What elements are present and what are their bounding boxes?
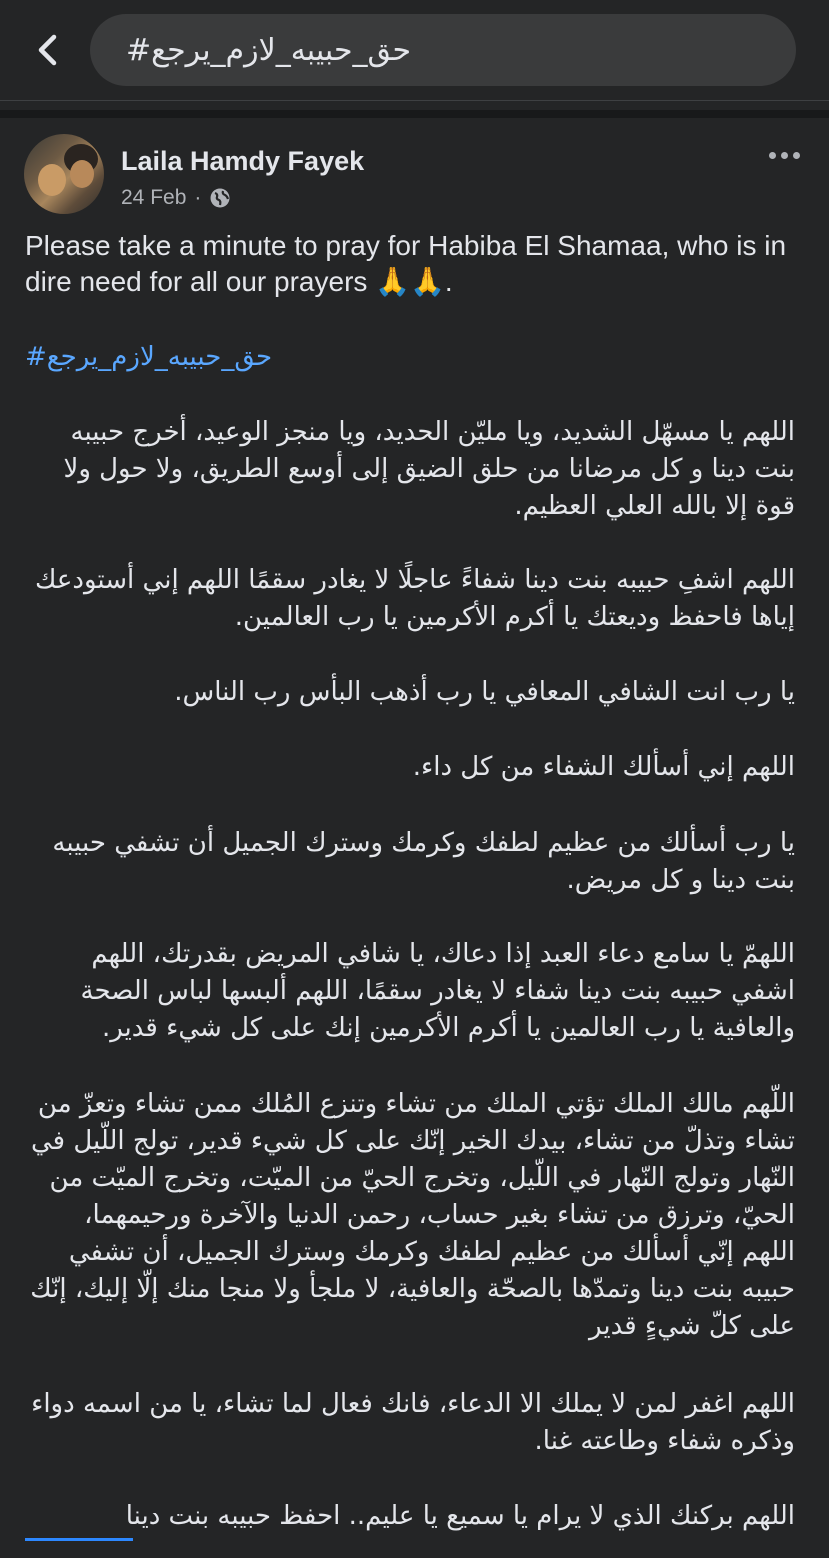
prayer-paragraph-2: اللهم اشفِ حبيبه بنت دينا شفاءً عاجلًا لا يغادر سقمًا اللهم إني أستودعك إياها فاحفظ وديعتك يا أكرم الأكرمين يا رب العالمين. bbox=[34, 565, 795, 632]
english-text: Please take a minute to pray for Habiba El Shamaa, who is in dire need for all our prayers bbox=[25, 230, 787, 297]
avatar[interactable] bbox=[24, 134, 104, 214]
author-name[interactable]: Laila Hamdy Fayek bbox=[121, 146, 365, 176]
meta-separator: · bbox=[194, 186, 202, 209]
prayer-paragraph-1: اللهم يا مسهّل الشديد، ويا مليّن الحديد، ويا منجز الوعيد، أخرج حبيبه بنت دينا و كل مرضانا من حلق الضيق إلى أوسع الطريق، ولا حول ولا قوة إلا بالله العلي العظيم. bbox=[63, 417, 795, 521]
prayer-paragraph-3: يا رب انت الشافي المعافي يا رب أذهب البأس رب الناس. bbox=[174, 677, 795, 707]
back-button[interactable] bbox=[22, 24, 74, 76]
post-card bbox=[0, 118, 829, 1558]
prayer-paragraph-7: اللّهم مالك الملك تؤتي الملك من تشاء وتنزع المُلك ممن تشاء وتعزّ من تشاء وتذلّ من تشاء، بيدك الخير إنّك على كل شيء قدير، تولج اللّيل في النّهار وتولج النّهار في اللّيل، وتخرج الحيّ من الميّت، وتخرج الميّت من الحيّ، وترزق من تشاء بغير حساب، رحمن الدنيا والآخرة ورحيمهما، اللهم إنّي أسألك من عظيم لطفك وكرمك وسترك الجميل، أن تشفي حبيبه بنت دينا وتمدّها بالصحّة والعافية، لا ملجأ ولا منجا منك إلّا إليك، إنّك على كلّ شيءٍ قدير bbox=[30, 1089, 795, 1341]
hashtag-link[interactable]: #حق_حبيبه_لازم_يرجع bbox=[25, 342, 273, 372]
dot-icon bbox=[781, 152, 788, 159]
post-english-text bbox=[25, 228, 795, 300]
more-options-button[interactable] bbox=[764, 140, 804, 170]
prayer-paragraph-8: اللهم اغفر لمن لا يملك الا الدعاء، فانك فعال لما تشاء، يا من اسمه دواء وذكره شفاء وطاعته غنا. bbox=[31, 1389, 795, 1456]
prayer-paragraph-5: يا رب أسألك من عظيم لطفك وكرمك وسترك الجميل أن تشفي حبيبه بنت دينا و كل مريض. bbox=[52, 828, 795, 895]
prayer-paragraph-6: اللهمّ يا سامع دعاء العبد إذا دعاك، يا شافي المريض بقدرتك، اللهم اشفي حبيبه بنت دينا شفاء لا يغادر سقمًا، اللهم ألبسها لباس الصحة والعافية يا رب العالمين يا أكرم الأكرمين إنك على كل شيء قدير. bbox=[80, 939, 795, 1043]
post-date[interactable]: 24 Feb bbox=[121, 186, 187, 209]
globe-icon bbox=[209, 187, 231, 209]
post-meta bbox=[121, 186, 231, 210]
top-bar bbox=[0, 0, 829, 101]
prayer-paragraph-9: اللهم بركنك الذي لا يرام يا سميع يا عليم.. احفظ حبيبه بنت دينا bbox=[125, 1501, 795, 1531]
active-indicator bbox=[25, 1538, 133, 1541]
search-bar[interactable] bbox=[90, 14, 796, 86]
prayer-paragraph-4: اللهم إني أسألك الشفاء من كل داء. bbox=[412, 752, 795, 782]
section-divider bbox=[0, 110, 829, 118]
search-input[interactable] bbox=[124, 32, 762, 69]
praying-hands-emoji: 🙏🙏 bbox=[375, 266, 445, 297]
english-end: . bbox=[444, 266, 453, 297]
dot-icon bbox=[769, 152, 776, 159]
chevron-left-icon bbox=[33, 33, 63, 67]
dot-icon bbox=[793, 152, 800, 159]
